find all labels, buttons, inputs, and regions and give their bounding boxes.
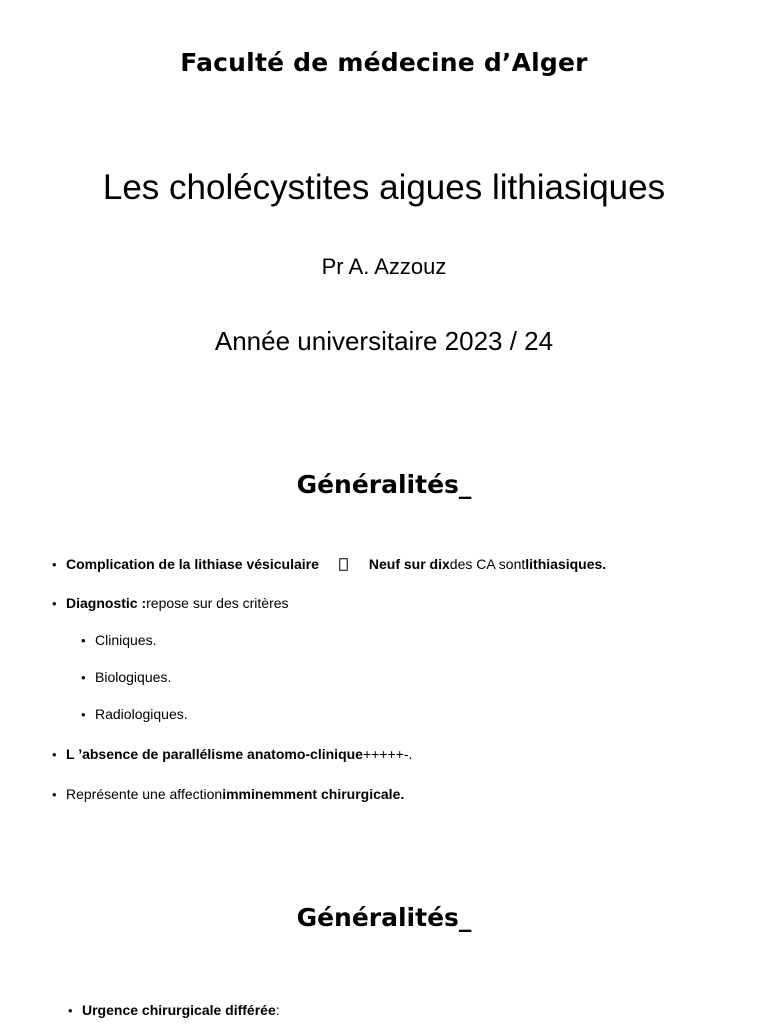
section-heading-generalites-2: Généralités_ bbox=[296, 903, 472, 932]
sub-item-cliniques bbox=[81, 632, 156, 648]
bullet-icon: • bbox=[52, 747, 57, 762]
ca-text: des CA sont bbox=[449, 556, 526, 572]
sub-item-label: Biologiques. bbox=[95, 669, 172, 685]
bullet-icon: • bbox=[81, 633, 86, 648]
sub-item-biologiques bbox=[81, 669, 171, 685]
list-item-urgence bbox=[68, 1002, 280, 1018]
chirurgicale-text: imminemment chirurgicale. bbox=[222, 786, 405, 802]
urgence-text: Urgence chirurgicale différée bbox=[82, 1002, 276, 1018]
bullet-icon: • bbox=[52, 557, 57, 572]
bullet-icon: • bbox=[81, 707, 86, 722]
bullet-icon: • bbox=[68, 1003, 73, 1018]
bullet-icon: • bbox=[81, 670, 86, 685]
sub-item-label: Cliniques. bbox=[95, 632, 157, 648]
diagnostic-label: Diagnostic : bbox=[66, 595, 147, 611]
faculty-name: Faculté de médecine d’Alger bbox=[180, 48, 588, 77]
bullet-icon: • bbox=[52, 596, 57, 611]
document-title: Les cholécystites aigues lithiasiques bbox=[102, 168, 666, 207]
section-heading-generalites: Généralités_ bbox=[296, 470, 472, 499]
bullet-icon: • bbox=[52, 787, 57, 802]
diagnostic-text: repose sur des critères bbox=[146, 595, 289, 611]
author-name: Pr A. Azzouz bbox=[321, 254, 447, 279]
list-item-affection bbox=[52, 786, 404, 802]
arrow-icon bbox=[319, 556, 339, 572]
missing-glyph-icon bbox=[339, 556, 349, 572]
complication-label: Complication de la lithiase vésiculaire bbox=[66, 556, 319, 572]
urgence-colon: : bbox=[275, 1002, 280, 1018]
list-item-diagnostic bbox=[52, 595, 289, 611]
neuf-sur-dix-text: Neuf sur dix bbox=[368, 556, 450, 572]
sub-item-label: Radiologiques. bbox=[95, 706, 188, 722]
plus-text: +++++-. bbox=[362, 746, 413, 762]
absence-text: L ’absence de parallélisme anatomo-clinique bbox=[66, 746, 363, 762]
sub-item-radiologiques bbox=[81, 706, 188, 722]
academic-year: Année universitaire 2023 / 24 bbox=[214, 326, 554, 356]
list-item-complication bbox=[52, 556, 606, 572]
lithiasiques-text: lithiasiques. bbox=[525, 556, 607, 572]
affection-text: Représente une affection bbox=[66, 786, 223, 802]
list-item-absence bbox=[52, 746, 412, 762]
